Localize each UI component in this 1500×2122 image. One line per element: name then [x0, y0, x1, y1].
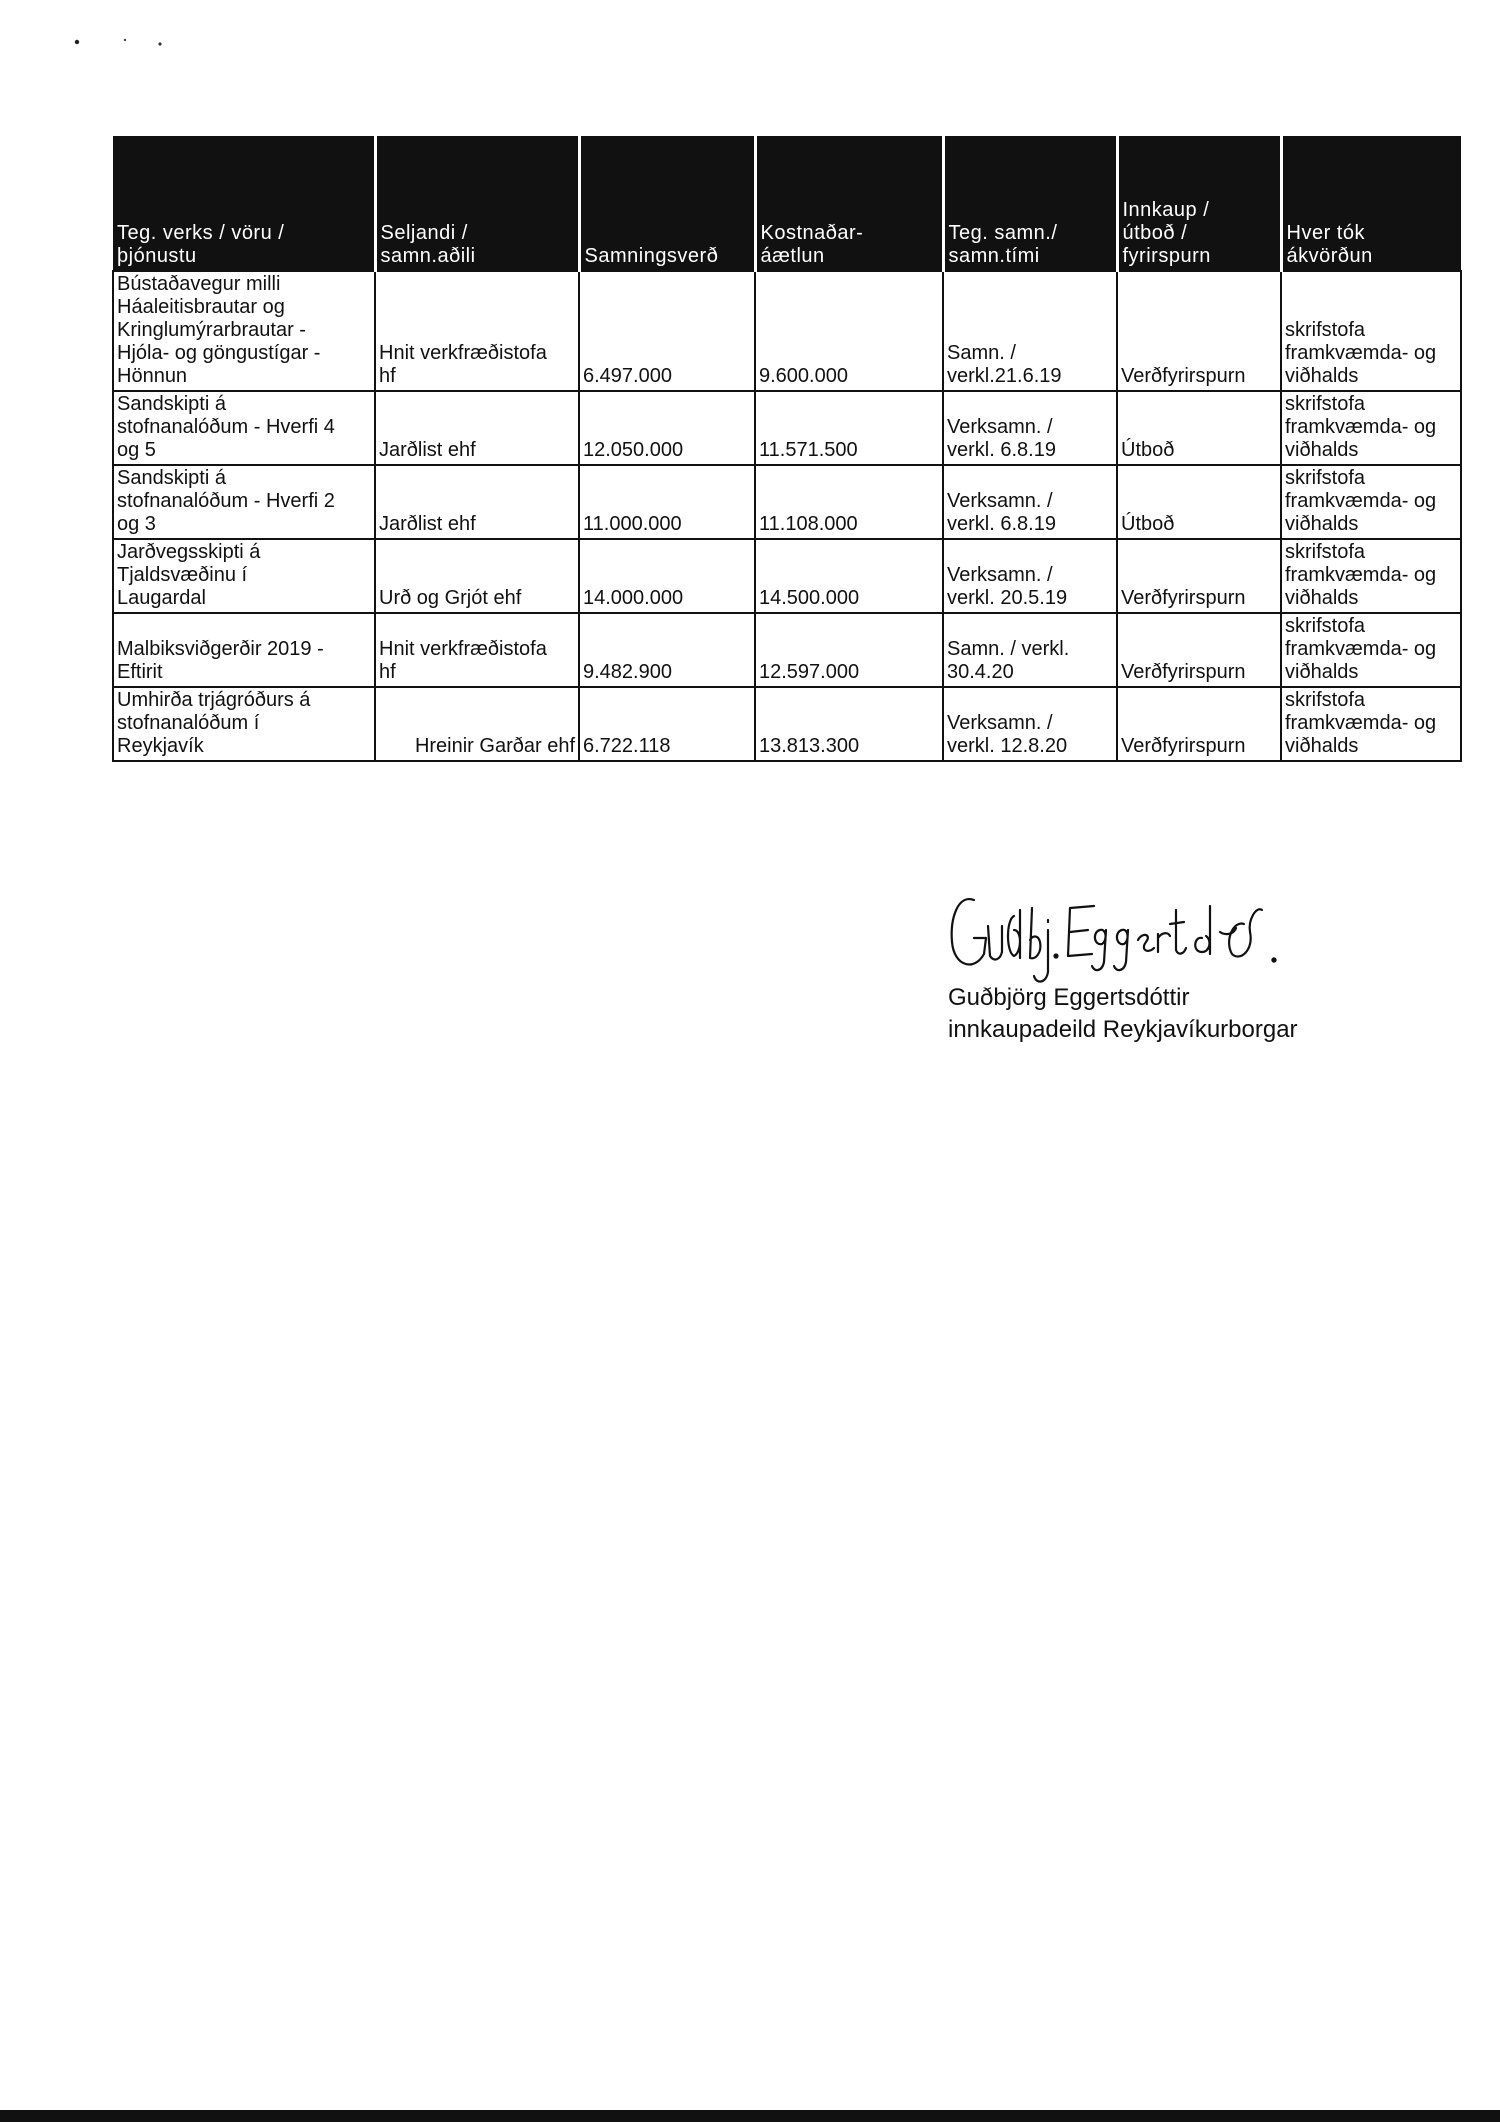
header-label: Samningsverð — [584, 245, 719, 267]
cell-cost-estimate: 11.571.500 — [755, 391, 943, 465]
cell-procurement: Verðfyrirspurn — [1117, 613, 1281, 687]
cell-contract-price: 9.482.900 — [579, 613, 755, 687]
cell-contract-price: 6.497.000 — [579, 271, 755, 391]
header-contract-type — [943, 136, 1117, 271]
cell-decided-by: skrifstofa framkvæmda- og viðhalds — [1281, 271, 1461, 391]
table-row — [113, 687, 1461, 761]
cell-project: Sandskipti á stofnanalóðum - Hverfi 4 og 5 — [113, 391, 375, 465]
cell-project: Jarðvegsskipti á Tjaldsvæðinu í Laugardal — [113, 539, 375, 613]
cell-cost-estimate: 13.813.300 — [755, 687, 943, 761]
handwritten-signature — [944, 880, 1364, 990]
cell-contract-price: 12.050.000 — [579, 391, 755, 465]
signature-block — [944, 880, 1364, 1050]
header-contractor — [375, 136, 579, 271]
cell-procurement: Útboð — [1117, 465, 1281, 539]
cell-project: Bústaðavegur milli Háaleitisbrautar og Kringlumýrarbrautar - Hjóla- og göngustígar - Hönnun — [113, 271, 375, 391]
cell-contract-price: 6.722.118 — [579, 687, 755, 761]
table-header-row — [113, 136, 1461, 271]
header-cost-estimate — [755, 136, 943, 271]
cell-project: Malbiksviðgerðir 2019 - Eftirit — [113, 613, 375, 687]
cell-cost-estimate: 14.500.000 — [755, 539, 943, 613]
cell-procurement: Útboð — [1117, 391, 1281, 465]
header-contract-price — [579, 136, 755, 271]
cell-contractor: Hnit verkfræðistofa hf — [375, 613, 579, 687]
cell-contract-type: Verksamn. / verkl. 6.8.19 — [943, 391, 1117, 465]
header-procurement — [1117, 136, 1281, 271]
cell-project: Sandskipti á stofnanalóðum - Hverfi 2 og 3 — [113, 465, 375, 539]
cell-procurement: Verðfyrirspurn — [1117, 539, 1281, 613]
cell-contract-type: Verksamn. / verkl. 6.8.19 — [943, 465, 1117, 539]
header-decided-by — [1281, 136, 1461, 271]
cell-cost-estimate: 9.600.000 — [755, 271, 943, 391]
scan-specks — [68, 30, 168, 50]
header-label: Teg. verks / vöru / þjónustu — [117, 222, 285, 267]
cell-decided-by: skrifstofa framkvæmda- og viðhalds — [1281, 539, 1461, 613]
header-label: Hver tók ákvörðun — [1286, 222, 1373, 267]
cell-contract-price: 11.000.000 — [579, 465, 755, 539]
cell-contract-type: Verksamn. / verkl. 12.8.20 — [943, 687, 1117, 761]
signer-department: innkaupadeild Reykjavíkurborgar — [948, 1016, 1298, 1043]
cell-contractor: Jarðlist ehf — [375, 391, 579, 465]
cell-contractor: Urð og Grjót ehf — [375, 539, 579, 613]
header-label: Teg. samn./ samn.tími — [948, 222, 1058, 267]
table-row — [113, 391, 1461, 465]
header-label: Kostnaðar- áætlun — [760, 222, 864, 267]
cell-decided-by: skrifstofa framkvæmda- og viðhalds — [1281, 613, 1461, 687]
cell-cost-estimate: 11.108.000 — [755, 465, 943, 539]
table-row — [113, 465, 1461, 539]
header-label: Innkaup / útboð / fyrirspurn — [1122, 199, 1211, 267]
bottom-scan-edge — [0, 2110, 1500, 2122]
header-project — [113, 136, 375, 271]
cell-project: Umhirða trjágróðurs á stofnanalóðum í Reykjavík — [113, 687, 375, 761]
cell-cost-estimate: 12.597.000 — [755, 613, 943, 687]
table-row — [113, 539, 1461, 613]
header-label: Seljandi / samn.aðili — [380, 222, 476, 267]
cell-decided-by: skrifstofa framkvæmda- og viðhalds — [1281, 391, 1461, 465]
contracts-table — [112, 136, 1462, 762]
table-row — [113, 271, 1461, 391]
cell-contractor: Jarðlist ehf — [375, 465, 579, 539]
cell-decided-by: skrifstofa framkvæmda- og viðhalds — [1281, 687, 1461, 761]
cell-procurement: Verðfyrirspurn — [1117, 271, 1281, 391]
cell-procurement: Verðfyrirspurn — [1117, 687, 1281, 761]
cell-contract-price: 14.000.000 — [579, 539, 755, 613]
cell-contractor: Hnit verkfræðistofa hf — [375, 271, 579, 391]
cell-contractor: Hreinir Garðar ehf — [375, 687, 579, 761]
table-row — [113, 613, 1461, 687]
cell-contract-type: Verksamn. / verkl. 20.5.19 — [943, 539, 1117, 613]
cell-contract-type: Samn. / verkl. 30.4.20 — [943, 613, 1117, 687]
signer-name: Guðbjörg Eggertsdóttir — [948, 984, 1190, 1011]
cell-contract-type: Samn. / verkl.21.6.19 — [943, 271, 1117, 391]
cell-decided-by: skrifstofa framkvæmda- og viðhalds — [1281, 465, 1461, 539]
